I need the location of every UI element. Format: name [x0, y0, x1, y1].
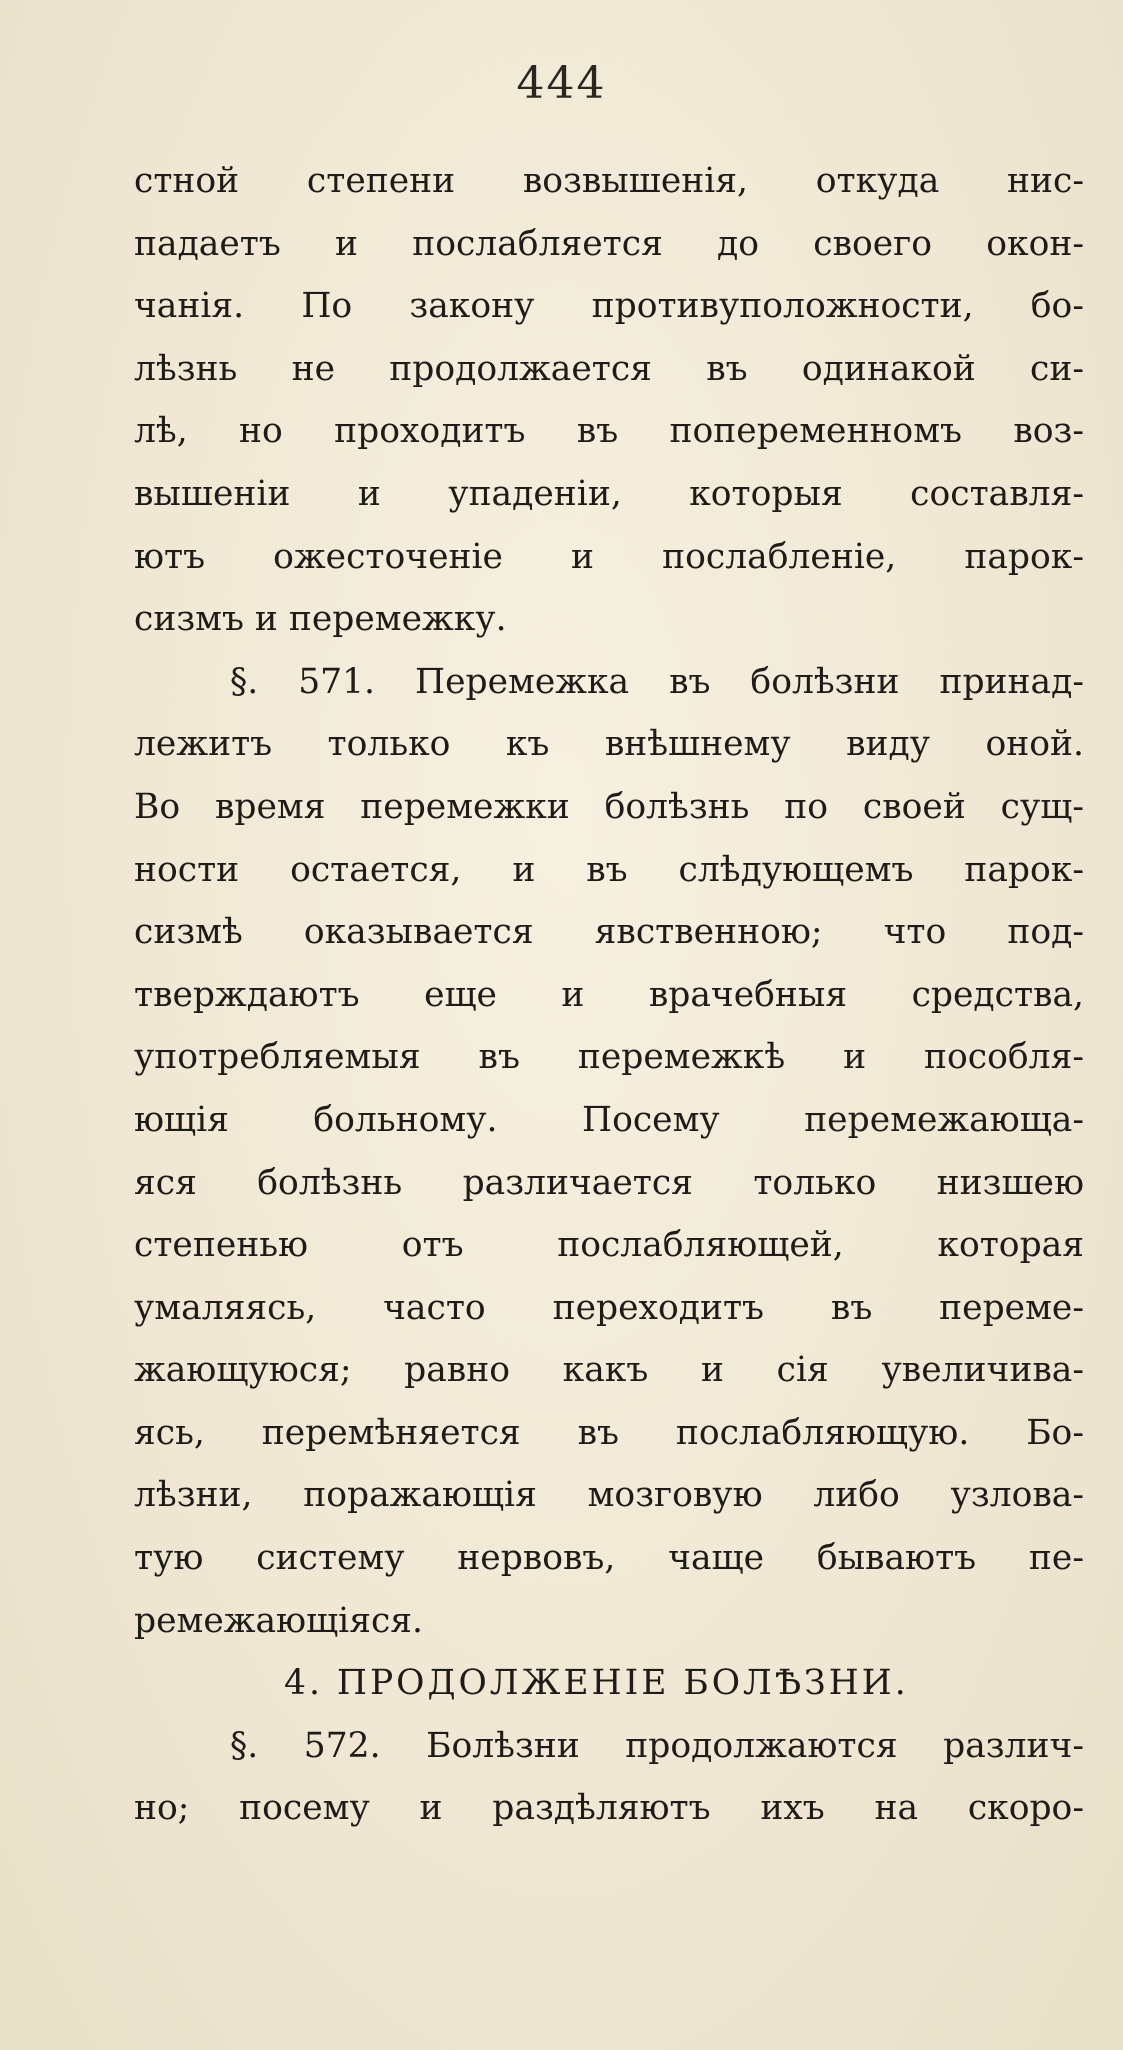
text-line: сизмъ и перемежку.: [134, 599, 507, 640]
text-line: лѣзни, поражающія мозговую либо узлова-: [134, 1475, 1084, 1516]
text-line: лежитъ только къ внѣшнему виду оной.: [134, 724, 1084, 765]
text-line: лѣзнь не продолжается въ одинакой си-: [134, 348, 1084, 389]
text-line: яся болѣзнь различается только низшею: [134, 1162, 1084, 1203]
page-number: 444: [516, 58, 607, 109]
text-line: падаетъ и послабляется до своего окон-: [134, 223, 1084, 264]
text-line: умаляясь, часто переходитъ въ переме-: [134, 1287, 1084, 1328]
section-571-start: §. 571. Перемежка въ болѣзни принад-: [230, 661, 1084, 702]
text-line: Во время перемежки болѣзнь по своей сущ-: [134, 786, 1084, 827]
section-572-start: §. 572. Болѣзни продолжаются различ-: [230, 1725, 1084, 1766]
text-line: лѣ, но проходитъ въ попеременномъ воз-: [134, 411, 1084, 452]
text-line: употребляемыя въ перемежкѣ и пособля-: [134, 1037, 1084, 1078]
text-line: ясь, перемѣняется въ послабляющую. Бо-: [134, 1412, 1084, 1453]
text-line: но; посему и раздѣляютъ ихъ на скоро-: [134, 1788, 1084, 1829]
text-line: степенью отъ послабляющей, которая: [134, 1225, 1084, 1266]
text-line: ремежающіяся.: [134, 1600, 424, 1641]
text-line: чанія. По закону противуположности, бо-: [134, 286, 1084, 327]
text-line: тверждаютъ еще и врачебныя средства,: [134, 974, 1084, 1015]
section-heading: 4. ПРОДОЛЖЕНІЕ БОЛѢЗНИ.: [284, 1663, 909, 1704]
text-line: сизмѣ оказывается явственною; что под-: [134, 912, 1084, 953]
text-line: стной степени возвышенія, откуда нис-: [134, 161, 1084, 201]
text-line: ности остается, и въ слѣдующемъ парок-: [134, 849, 1084, 890]
text-line: ющія больному. Посему перемежающа-: [134, 1099, 1084, 1140]
text-line: вышеніи и упаденіи, которыя составля-: [134, 473, 1084, 514]
text-line: жающуюся; равно какъ и сія увеличива-: [134, 1350, 1084, 1391]
page-body-text: [134, 150, 1084, 1840]
text-line: ютъ ожесточеніе и послабленіе, парок-: [134, 536, 1084, 577]
text-line: тую систему нервовъ, чаще бываютъ пе-: [134, 1538, 1084, 1579]
